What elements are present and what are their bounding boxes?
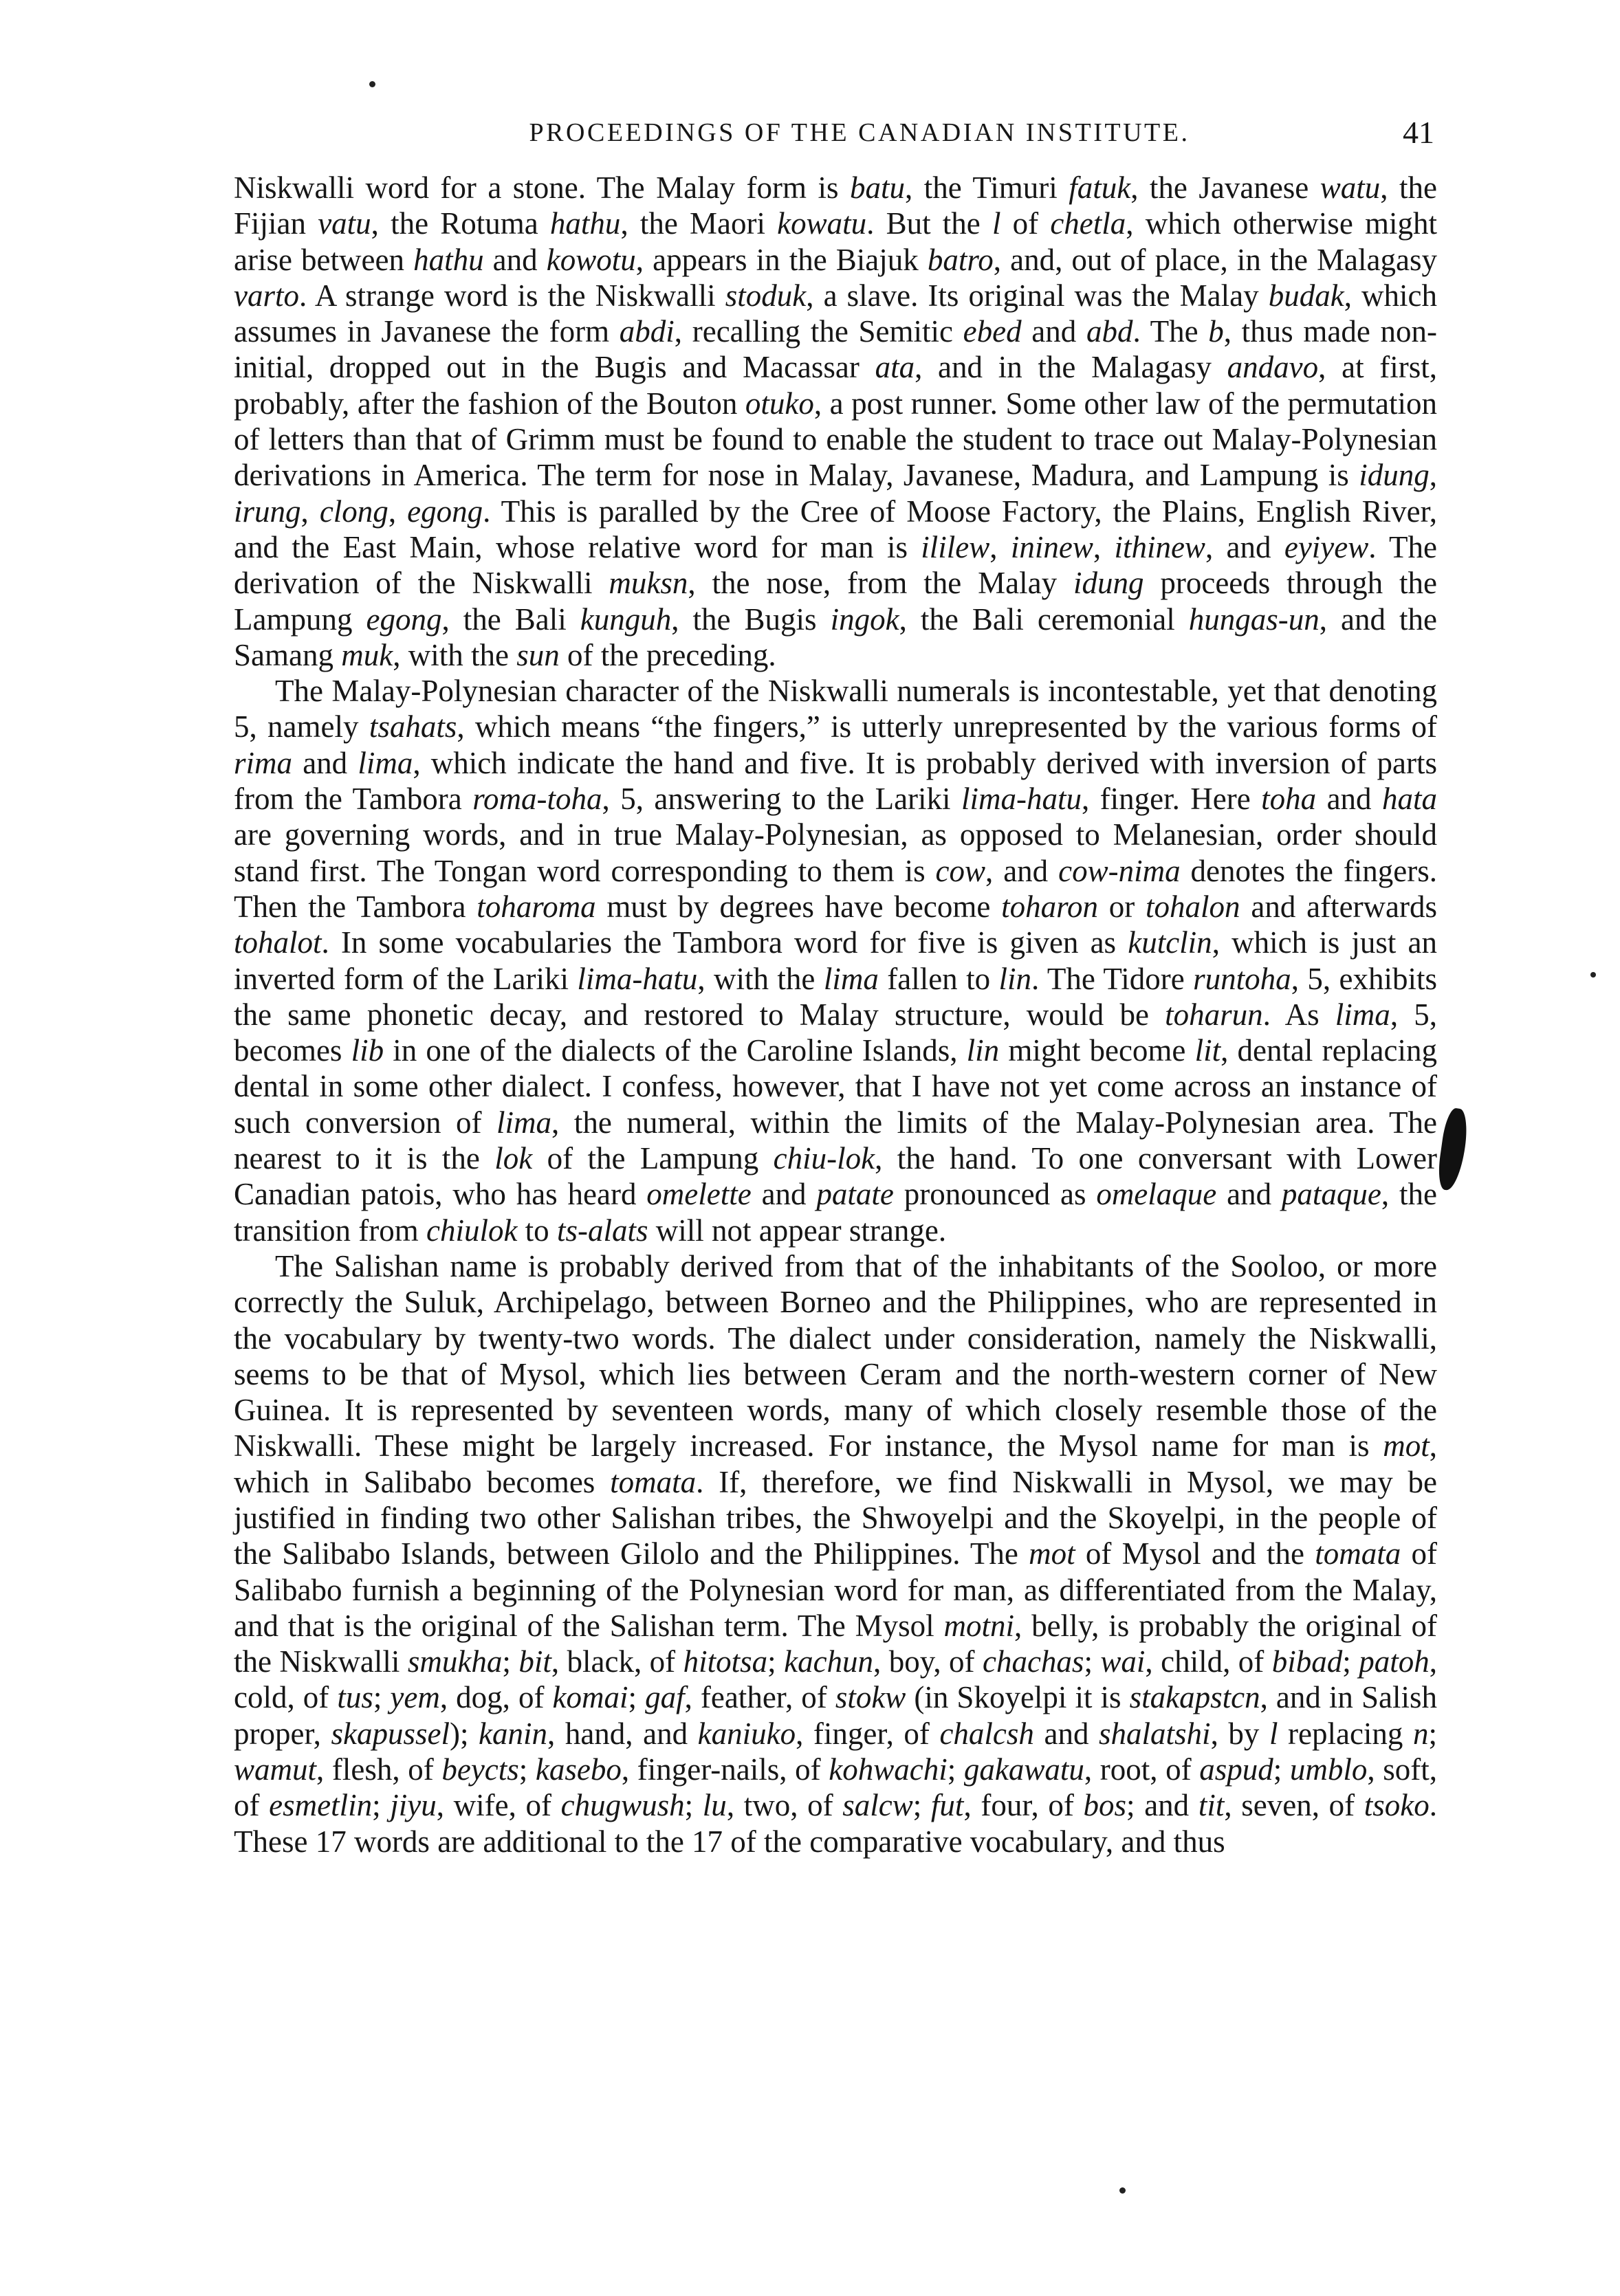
italic-term: smukha bbox=[407, 1644, 503, 1679]
italic-term: cow bbox=[935, 853, 986, 888]
text-run: , bbox=[300, 494, 320, 529]
text-run: , bbox=[989, 529, 1011, 564]
text-run: , flesh, of bbox=[316, 1752, 442, 1787]
italic-term: patoh bbox=[1359, 1644, 1430, 1679]
text-run: , hand, and bbox=[547, 1716, 698, 1751]
italic-term: l bbox=[1269, 1716, 1278, 1751]
italic-term: stoduk bbox=[725, 278, 807, 313]
text-run: , the Bugis bbox=[671, 601, 831, 637]
italic-term: lib bbox=[351, 1033, 384, 1068]
italic-term: irung bbox=[234, 494, 301, 529]
text-run: . The bbox=[1132, 314, 1209, 349]
text-run: The Salishan name is probably derived from that of the inhabitants of the Sooloo, or more correctly the Suluk, Archipelago, between Borneo and the Philippines, who are represented in the vocabulary by twenty-two words. The dialect under consideration, namely the Niskwalli, seems to be that of Mysol, which lies between Ceram and the north-western corner of New Guinea. It is represented by seventeen words, many of which closely resemble those of the Niskwalli. These might be largely increased. For instance, the Mysol name for man is bbox=[234, 1248, 1437, 1464]
text-run: ; bbox=[502, 1644, 519, 1679]
text-run: , the nose, from the Malay bbox=[688, 566, 1073, 601]
text-run: , a slave. Its original was the Malay bbox=[806, 278, 1269, 313]
text-run: . As bbox=[1262, 997, 1335, 1032]
text-run: , wife, of bbox=[436, 1788, 561, 1823]
italic-term: omelaque bbox=[1096, 1177, 1217, 1212]
italic-term: lin bbox=[998, 961, 1031, 996]
text-run: , finger, of bbox=[796, 1716, 940, 1751]
italic-term: lima bbox=[496, 1105, 552, 1140]
text-run: , dog, of bbox=[439, 1680, 553, 1715]
italic-term: kutclin bbox=[1128, 925, 1212, 960]
italic-term: kohwachi bbox=[829, 1752, 948, 1787]
text-run: , bbox=[1429, 458, 1437, 493]
text-run: ; bbox=[1084, 1644, 1101, 1679]
text-run: , thus made non-initial, dropped out in the Bugis and Macassar bbox=[234, 314, 1437, 385]
italic-term: chalcsh bbox=[939, 1716, 1034, 1751]
text-run: ; bbox=[373, 1680, 391, 1715]
text-run: , seven, of bbox=[1224, 1788, 1364, 1823]
italic-term: toha bbox=[1261, 782, 1317, 817]
text-run: , the Javanese bbox=[1130, 170, 1320, 205]
text-run: . This is paralled by the Cree of Moose Factory, the Plains, English River, and the East Main, whose relative word for man is bbox=[234, 494, 1438, 564]
italic-term: lima bbox=[1335, 997, 1390, 1032]
text-run: . The Tidore bbox=[1031, 961, 1194, 996]
text-run: , 5, becomes bbox=[234, 997, 1437, 1068]
italic-term: kaniuko bbox=[697, 1716, 796, 1751]
text-run: , and in the Malagasy bbox=[915, 350, 1227, 385]
italic-term: muk bbox=[341, 637, 393, 672]
italic-term: runtoha bbox=[1193, 961, 1291, 996]
text-run: , bbox=[1093, 529, 1115, 564]
text-run: , two, of bbox=[726, 1788, 843, 1823]
text-run: to bbox=[517, 1213, 557, 1248]
text-run: , a post runner. Some other law of the permutation of letters than that of Grimm must be found to enable the student to trace out Malay-Polynesian derivations in America. The term for nose in Malay, Javanese, Madura, and Lampung is bbox=[234, 386, 1437, 493]
text-run: proceeds through the Lampung bbox=[234, 566, 1437, 637]
text-run: , which in Salibabo becomes bbox=[234, 1428, 1437, 1499]
text-run: pronounced as bbox=[893, 1177, 1097, 1212]
text-run: (in Skoyelpi it is bbox=[906, 1680, 1130, 1715]
italic-term: lok bbox=[494, 1141, 533, 1176]
text-run: . But the bbox=[866, 206, 992, 241]
italic-term: chugwush bbox=[560, 1788, 685, 1823]
italic-term: ebed bbox=[963, 314, 1022, 349]
text-run: , belly, is probably the original of the Niskwalli bbox=[234, 1608, 1437, 1679]
italic-term: gakawatu bbox=[963, 1752, 1084, 1787]
text-run: of Salibabo furnish a beginning of the Polynesian word for man, as differentiated from the Malay, and that is the original of the Salishan term. The Mysol bbox=[234, 1536, 1437, 1643]
text-run: and bbox=[1033, 1716, 1099, 1751]
italic-term: toharon bbox=[1001, 889, 1098, 924]
italic-term: l bbox=[992, 206, 1001, 241]
italic-term: yem bbox=[390, 1680, 440, 1715]
italic-term: toharoma bbox=[477, 889, 596, 924]
text-run: ; bbox=[947, 1752, 964, 1787]
text-run: ; bbox=[912, 1788, 931, 1823]
italic-term: motni bbox=[943, 1608, 1014, 1643]
running-head: PROCEEDINGS OF THE CANADIAN INSTITUTE. bbox=[529, 118, 1190, 147]
italic-term: stokw bbox=[835, 1680, 906, 1715]
italic-term: eyiyew bbox=[1284, 529, 1369, 564]
text-run: The Malay-Polynesian character of the Niskwalli numerals is incontestable, yet that denoting 5, namely bbox=[234, 674, 1437, 744]
italic-term: lin bbox=[966, 1033, 1000, 1068]
text-run: denotes the fingers. Then the Tambora bbox=[234, 853, 1437, 924]
italic-term: skapussel bbox=[331, 1716, 450, 1751]
italic-term: kasebo bbox=[535, 1752, 622, 1787]
italic-term: vatu bbox=[318, 206, 371, 241]
italic-term: toharun bbox=[1165, 997, 1263, 1032]
italic-term: muksn bbox=[609, 566, 688, 601]
italic-term: tohalon bbox=[1146, 889, 1240, 924]
text-run: ; bbox=[1428, 1716, 1438, 1751]
italic-term: stakapstcn bbox=[1129, 1680, 1260, 1715]
page-number: 41 bbox=[1403, 115, 1434, 150]
italic-term: tit bbox=[1198, 1788, 1225, 1823]
text-run: , the Maori bbox=[620, 206, 778, 241]
italic-term: budak bbox=[1268, 278, 1344, 313]
text-run: of the Lampung bbox=[532, 1141, 774, 1176]
text-run: ); bbox=[449, 1716, 479, 1751]
italic-term: komai bbox=[552, 1680, 628, 1715]
italic-term: lima-hatu bbox=[577, 961, 698, 996]
italic-term: mot bbox=[1029, 1536, 1075, 1571]
italic-term: kowatu bbox=[777, 206, 867, 241]
italic-term: chetla bbox=[1050, 206, 1126, 241]
text-run: ; and bbox=[1126, 1788, 1198, 1823]
italic-term: ililew bbox=[921, 529, 990, 564]
text-run: must by degrees have become bbox=[595, 889, 1002, 924]
italic-term: egong bbox=[366, 601, 442, 637]
text-run: ; bbox=[372, 1788, 391, 1823]
text-run: . A strange word is the Niskwalli bbox=[299, 278, 725, 313]
italic-term: chiulok bbox=[426, 1213, 518, 1248]
text-run: fallen to bbox=[878, 961, 999, 996]
italic-term: cow-nima bbox=[1058, 853, 1181, 888]
text-run: ; bbox=[518, 1752, 536, 1787]
italic-term: wamut bbox=[234, 1752, 317, 1787]
text-run: , with the bbox=[393, 637, 517, 672]
italic-term: roma-toha bbox=[472, 782, 602, 817]
text-run: , soft, of bbox=[234, 1752, 1437, 1823]
text-run: , and, out of place, in the Malagasy bbox=[993, 242, 1437, 277]
ink-blot bbox=[1436, 1107, 1470, 1192]
italic-term: andavo bbox=[1227, 350, 1319, 385]
italic-term: idung bbox=[1359, 458, 1430, 493]
text-run: , child, of bbox=[1145, 1644, 1272, 1679]
italic-term: varto bbox=[234, 278, 299, 313]
italic-term: patate bbox=[816, 1177, 894, 1212]
text-run: might become bbox=[999, 1033, 1195, 1068]
text-run: , finger-nails, of bbox=[621, 1752, 829, 1787]
text-run: , which otherwise might arise between bbox=[234, 206, 1437, 277]
italic-term: kowotu bbox=[546, 242, 636, 277]
italic-term: fatuk bbox=[1069, 170, 1131, 205]
text-run: , 5, answering to the Lariki bbox=[602, 782, 961, 817]
italic-term: umblo bbox=[1289, 1752, 1368, 1787]
text-run: ; bbox=[1342, 1644, 1359, 1679]
text-run: and afterwards bbox=[1240, 889, 1437, 924]
text-run: , with the bbox=[697, 961, 824, 996]
italic-term: kunguh bbox=[580, 601, 672, 637]
text-run: or bbox=[1097, 889, 1146, 924]
text-run: , finger. Here bbox=[1081, 782, 1262, 817]
text-run: of Mysol and the bbox=[1075, 1536, 1315, 1571]
italic-term: shalatshi bbox=[1099, 1716, 1211, 1751]
italic-term: esmetlin bbox=[269, 1788, 373, 1823]
italic-term: ithinew bbox=[1114, 529, 1205, 564]
text-run: of bbox=[1000, 206, 1051, 241]
text-run: , and the Samang bbox=[234, 601, 1438, 672]
italic-term: fut bbox=[930, 1788, 964, 1823]
text-run: , the transition from bbox=[234, 1177, 1437, 1248]
text-run: , and bbox=[985, 853, 1059, 888]
italic-term: beycts bbox=[441, 1752, 519, 1787]
italic-term: aspud bbox=[1199, 1752, 1273, 1787]
italic-term: bibad bbox=[1271, 1644, 1343, 1679]
text-run: , which indicate the hand and five. It is probably derived with inversion of parts from the Tambora bbox=[234, 745, 1437, 817]
italic-term: lima bbox=[358, 745, 413, 780]
text-run: ; bbox=[1273, 1752, 1290, 1787]
text-run: and bbox=[1216, 1177, 1282, 1212]
text-run: , which assumes in Javanese the form bbox=[234, 278, 1437, 349]
text-run: replacing bbox=[1278, 1716, 1413, 1751]
italic-term: batro bbox=[927, 242, 994, 277]
ink-speck-right bbox=[1590, 972, 1596, 978]
italic-term: batu bbox=[849, 170, 905, 205]
text-run: of the preceding. bbox=[559, 637, 776, 672]
text-run: , the Timuri bbox=[905, 170, 1069, 205]
body-text bbox=[234, 170, 1437, 1859]
italic-term: chachas bbox=[982, 1644, 1084, 1679]
italic-term: egong bbox=[407, 494, 483, 529]
italic-term: lit bbox=[1194, 1033, 1221, 1068]
italic-term: gaf bbox=[645, 1680, 685, 1715]
text-run: and bbox=[1021, 314, 1086, 349]
text-run: , recalling the Semitic bbox=[674, 314, 963, 349]
italic-term: tomata bbox=[610, 1464, 697, 1499]
text-run: , the hand. To one conversant with Lower Canadian patois, who has heard bbox=[234, 1141, 1437, 1212]
italic-term: chiu-lok bbox=[773, 1141, 875, 1176]
italic-term: tomata bbox=[1315, 1536, 1401, 1571]
italic-term: ininew bbox=[1010, 529, 1093, 564]
paragraph bbox=[234, 673, 1437, 1248]
text-run: , bbox=[388, 494, 408, 529]
italic-term: abdi bbox=[619, 314, 675, 349]
italic-term: hitotsa bbox=[683, 1644, 768, 1679]
italic-term: n bbox=[1413, 1716, 1429, 1751]
italic-term: kachun bbox=[784, 1644, 874, 1679]
italic-term: ata bbox=[875, 350, 915, 385]
italic-term: wai bbox=[1100, 1644, 1146, 1679]
page-header bbox=[234, 109, 1437, 157]
text-run: , the Bali ceremonial bbox=[899, 601, 1189, 637]
ink-speck-bottom bbox=[1119, 2187, 1126, 2194]
italic-term: idung bbox=[1073, 566, 1144, 601]
text-run: ; bbox=[767, 1644, 785, 1679]
text-run: will not appear strange. bbox=[648, 1213, 947, 1248]
text-run: . If, therefore, we find Niskwalli in Mysol, we may be justified in finding two other Salishan tribes, the Shwoyelpi and the Skoyelpi, in the people of the Salibabo Islands, between Gilolo and the Philippines. The bbox=[234, 1464, 1438, 1571]
text-run: , 5, exhibits the same phonetic decay, and restored to Malay structure, would be bbox=[234, 961, 1437, 1032]
text-run: , the Fijian bbox=[234, 170, 1437, 241]
italic-term: bit bbox=[518, 1644, 551, 1679]
text-run: , the Rotuma bbox=[371, 206, 550, 241]
text-run: and bbox=[751, 1177, 817, 1212]
italic-term: lima-hatu bbox=[961, 782, 1082, 817]
text-run: and bbox=[483, 242, 547, 277]
italic-term: salcw bbox=[842, 1788, 913, 1823]
text-run: . The derivation of the Niskwalli bbox=[234, 529, 1437, 601]
italic-term: mot bbox=[1383, 1428, 1430, 1464]
text-run: in one of the dialects of the Caroline Islands, bbox=[384, 1033, 967, 1068]
italic-term: omelette bbox=[646, 1177, 752, 1212]
paragraph bbox=[234, 170, 1437, 673]
italic-term: jiyu bbox=[390, 1788, 437, 1823]
text-run: Niskwalli word for a stone. The Malay form is bbox=[234, 170, 850, 205]
italic-term: abd bbox=[1086, 314, 1133, 349]
text-run: ; bbox=[628, 1680, 646, 1715]
ink-speck-top bbox=[369, 81, 375, 87]
italic-term: ingok bbox=[830, 601, 899, 637]
text-run: ; bbox=[684, 1788, 703, 1823]
text-run: and bbox=[292, 745, 358, 780]
text-run: , appears in the Biajuk bbox=[635, 242, 928, 277]
italic-term: otuko bbox=[745, 386, 814, 421]
text-run: and bbox=[1316, 782, 1382, 817]
italic-term: sun bbox=[516, 637, 560, 672]
text-run: , cold, of bbox=[234, 1644, 1437, 1715]
text-run: , which means “the fingers,” is utterly unrepresented by the various forms of bbox=[457, 709, 1438, 744]
italic-term: hathu bbox=[413, 242, 484, 277]
italic-term: tsahats bbox=[369, 709, 457, 744]
text-run: , and bbox=[1205, 529, 1284, 564]
italic-term: tohalot bbox=[234, 925, 322, 960]
italic-term: clong bbox=[319, 494, 388, 529]
text-run: , which is just an inverted form of the Lariki bbox=[234, 925, 1437, 996]
italic-term: pataque bbox=[1281, 1177, 1381, 1212]
italic-term: rima bbox=[234, 745, 293, 780]
text-run: , root, of bbox=[1084, 1752, 1200, 1787]
italic-term: hathu bbox=[549, 206, 621, 241]
text-run: , boy, of bbox=[873, 1644, 983, 1679]
text-run: . In some vocabularies the Tambora word for five is given as bbox=[321, 925, 1128, 960]
text-run: , the numeral, within the limits of the Malay-Polynesian area. The nearest to it is the bbox=[234, 1105, 1438, 1176]
text-run: , dental replacing dental in some other dialect. I confess, however, that I have not yet come across an instance of such conversion of bbox=[234, 1033, 1437, 1140]
italic-term: tus bbox=[337, 1680, 373, 1715]
italic-term: lima bbox=[823, 961, 879, 996]
text-run: , black, of bbox=[551, 1644, 683, 1679]
text-run: , the Bali bbox=[441, 601, 580, 637]
italic-term: bos bbox=[1083, 1788, 1127, 1823]
paragraph bbox=[234, 1248, 1437, 1859]
text-run: , at first, probably, after the fashion of the Bouton bbox=[234, 350, 1437, 421]
text-run: . These 17 words are additional to the 17 of the comparative vocabulary, and thus bbox=[234, 1788, 1437, 1859]
italic-term: hata bbox=[1381, 782, 1437, 817]
text-run: , four, of bbox=[963, 1788, 1084, 1823]
text-run: , and in Salish proper, bbox=[234, 1680, 1437, 1751]
italic-term: ts-alats bbox=[556, 1213, 648, 1248]
text-run: are governing words, and in true Malay-Polynesian, as opposed to Melanesian, order should stand first. The Tongan word corresponding to them is bbox=[234, 817, 1437, 888]
text-run: , by bbox=[1210, 1716, 1269, 1751]
text-run: , feather, of bbox=[684, 1680, 835, 1715]
italic-term: lu bbox=[702, 1788, 727, 1823]
italic-term: watu bbox=[1320, 170, 1381, 205]
italic-term: b bbox=[1208, 314, 1224, 349]
italic-term: tsoko bbox=[1364, 1788, 1430, 1823]
italic-term: kanin bbox=[479, 1716, 548, 1751]
italic-term: hungas-un bbox=[1188, 601, 1320, 637]
